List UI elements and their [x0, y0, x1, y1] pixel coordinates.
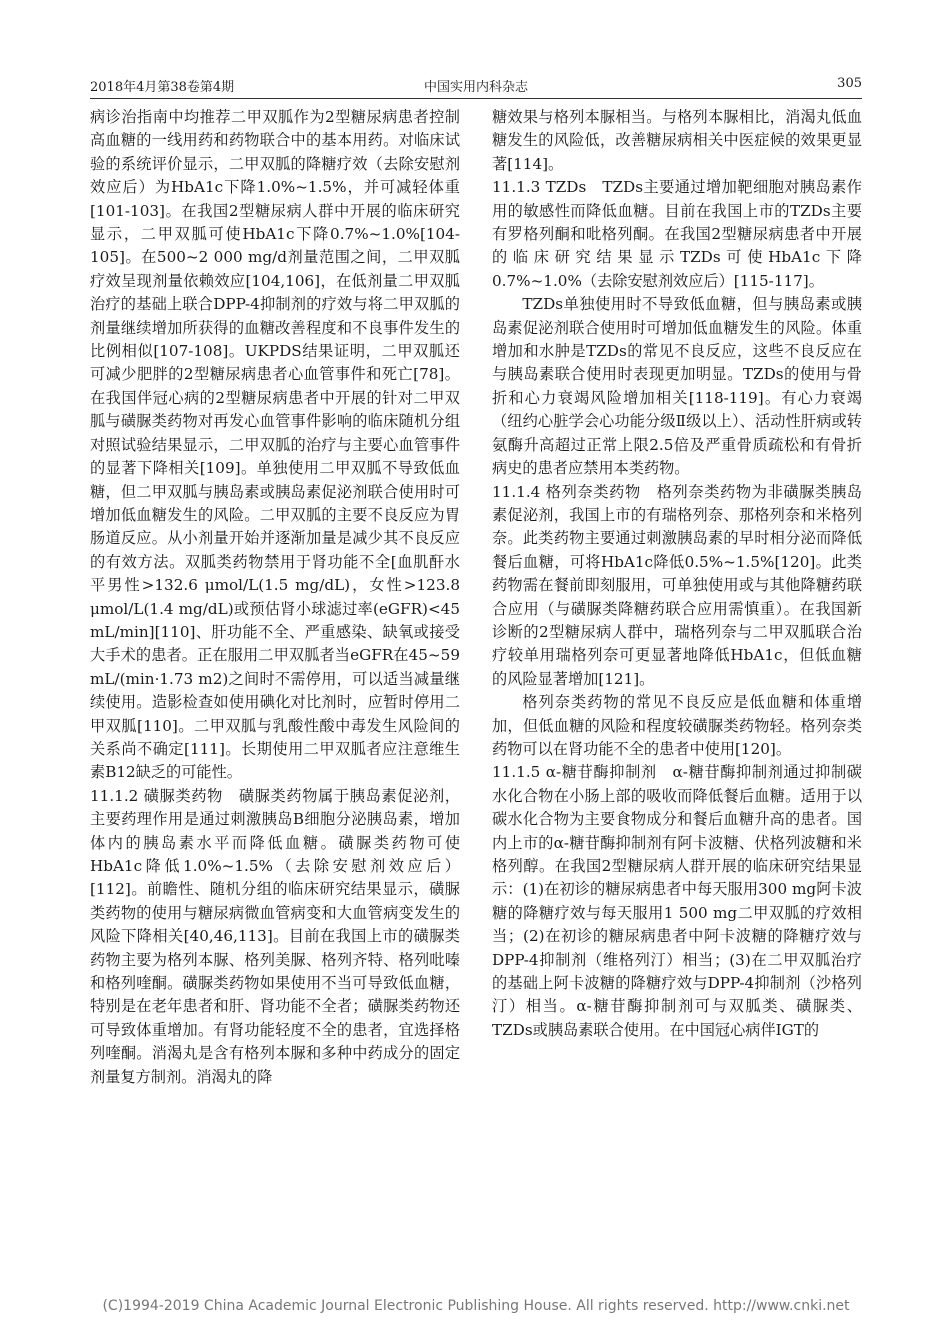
paragraph: 格列奈类药物的常见不良反应是低血糖和体重增加，但低血糖的风险和程度较磺脲类药物轻。格列奈类药物可以在肾功能不全的患者中使用[120]。 — [492, 693, 862, 758]
paragraph: 病诊治指南中均推荐二甲双胍作为2型糖尿病患者控制高血糖的一线用药和药物联合中的基本用药。对临床试验的系统评价显示，二甲双胍的降糖疗效（去除安慰剂效应后）为HbA1c下降1.0%~1.5%，并可减轻体重[101-103]。在我国2型糖尿病人群中开展的临床研究显示，二甲双胍可使HbA1c下降0.7%~1.0%[104-105]。在500~2 000 mg/d剂量范围之间，二甲双胍疗效呈现剂量依赖效应[104,106]，在低剂量二甲双胍治疗的基础上联合DPP-4抑制剂的疗效与将二甲双胍的剂量继续增加所获得的血糖改善程度和不良事件发生的比例相似[107-108]。UKPDS结果证明，二甲双胍还可减少肥胖的2型糖尿病患者心血管事件和死亡[78]。在我国伴冠心病的2型糖尿病患者中开展的针对二甲双胍与磺脲类药物对再发心血管事件影响的临床随机分组对照试验结果显示，二甲双胍的治疗与主要心血管事件的显著下降相关[109]。单独使用二甲双胍不导致低血糖，但二甲双胍与胰岛素或胰岛素促泌剂联合使用时可增加低血糖发生的风险。二甲双胍的主要不良反应为胃肠道反应。从小剂量开始并逐渐加量是减少其不良反应的有效方法。双胍类药物禁用于肾功能不全[血肌酐水平男性>132.6 μmol/L(1.5 mg/dL)，女性>123.8 μmol/L(1.4 mg/dL)或预估肾小球滤过率(eGFR)<45 mL/min][110]、肝功能不全、严重感染、缺氧或接受大手术的患者。正在服用二甲双胍者当eGFR在45~59 mL/(min·1.73 m2)之间时不需停用，可以适当减量继续使用。造影检查如使用碘化对比剂时，应暂时停用二甲双胍[110]。二甲双胍与乳酸性酸中毒发生风险间的关系尚不确定[111]。长期使用二甲双胍者应注意维生素B12缺乏的可能性。 — [90, 108, 460, 782]
paragraph: 11.1.4 格列奈类药物 格列奈类药物为非磺脲类胰岛素促泌剂，我国上市的有瑞格列奈、那格列奈和米格列奈。此类药物主要通过刺激胰岛素的早时相分泌而降低餐后血糖，可将HbA1c降低0.5%~1.5%[120]。此类药物需在餐前即刻服用，可单独使用或与其他降糖药联合应用（与磺脲类降糖药联合应用需慎重）。在我国新诊断的2型糖尿病人群中，瑞格列奈与二甲双胍联合治疗较单用瑞格列奈可更显著地降低HbA1c，但低血糖的风险显著增加[121]。 — [492, 482, 862, 688]
left-column — [90, 106, 460, 1089]
copyright-footer: (C)1994-2019 China Academic Journal Electronic Publishing House. All rights reserved. http://www.cnki.net — [102, 1298, 850, 1314]
journal-issue: 2018年4月第38卷第4期 — [90, 80, 235, 95]
paragraph: 11.1.3 TZDs TZDs主要通过增加靶细胞对胰岛素作用的敏感性而降低血糖。目前在我国上市的TZDs主要有罗格列酮和吡格列酮。在我国2型糖尿病患者中开展的临床研究结果显示TZDs可使HbA1c下降0.7%~1.0%（去除安慰剂效应后）[115-117]。 — [492, 178, 862, 290]
paragraph: 11.1.2 磺脲类药物 磺脲类药物属于胰岛素促泌剂，主要药理作用是通过刺激胰岛B细胞分泌胰岛素，增加体内的胰岛素水平而降低血糖。磺脲类药物可使HbA1c降低1.0%~1.5%（去除安慰剂效应后）[112]。前瞻性、随机分组的临床研究结果显示，磺脲类药物的使用与糖尿病微血管病变和大血管病变发生的风险下降相关[40,46,113]。目前在我国上市的磺脲类药物主要为格列本脲、格列美脲、格列齐特、格列吡嗪和格列喹酮。磺脲类药物如果使用不当可导致低血糖，特别是在老年患者和肝、肾功能不全者；磺脲类药物还可导致体重增加。有肾功能轻度不全的患者，宜选择格列喹酮。消渴丸是含有格列本脲和多种中药成分的固定剂量复方制剂。消渴丸的降 — [90, 786, 460, 1086]
journal-title: 中国实用内科杂志 — [423, 80, 528, 95]
running-header — [90, 76, 862, 98]
paragraph: 11.1.5 α-糖苷酶抑制剂 α-糖苷酶抑制剂通过抑制碳水化合物在小肠上部的吸收而降低餐后血糖。适用于以碳水化合物为主要食物成分和餐后血糖升高的患者。国内上市的α-糖苷酶抑制剂有阿卡波糖、伏格列波糖和米格列醇。在我国2型糖尿病人群开展的临床研究结果显示：(1)在初诊的糖尿病患者中每天服用300 mg阿卡波糖的降糖疗效与每天服用1 500 mg二甲双胍的疗效相当；(2)在初诊的糖尿病患者中阿卡波糖的降糖疗效与DPP-4抑制剂（维格列汀）相当；(3)在二甲双胍治疗的基础上阿卡波糖的降糖疗效与DPP-4抑制剂（沙格列汀）相当。α-糖苷酶抑制剂可与双胍类、磺脲类、TZDs或胰岛素联合使用。在中国冠心病伴IGT的 — [492, 763, 862, 1039]
right-column — [492, 106, 862, 1042]
paragraph: TZDs单独使用时不导致低血糖，但与胰岛素或胰岛素促泌剂联合使用时可增加低血糖发生的风险。体重增加和水肿是TZDs的常见不良反应，这些不良反应在与胰岛素联合使用时表现更加明显。TZDs的使用与骨折和心力衰竭风险增加相关[118-119]。有心力衰竭（纽约心脏学会心功能分级Ⅱ级以上）、活动性肝病或转氨酶升高超过正常上限2.5倍及严重骨质疏松和有骨折病史的患者应禁用本类药物。 — [492, 295, 862, 478]
page-number: 305 — [837, 76, 862, 91]
header-rule — [90, 98, 862, 99]
paragraph: 糖效果与格列本脲相当。与格列本脲相比，消渴丸低血糖发生的风险低，改善糖尿病相关中医症候的效果更显著[114]。 — [492, 108, 862, 173]
